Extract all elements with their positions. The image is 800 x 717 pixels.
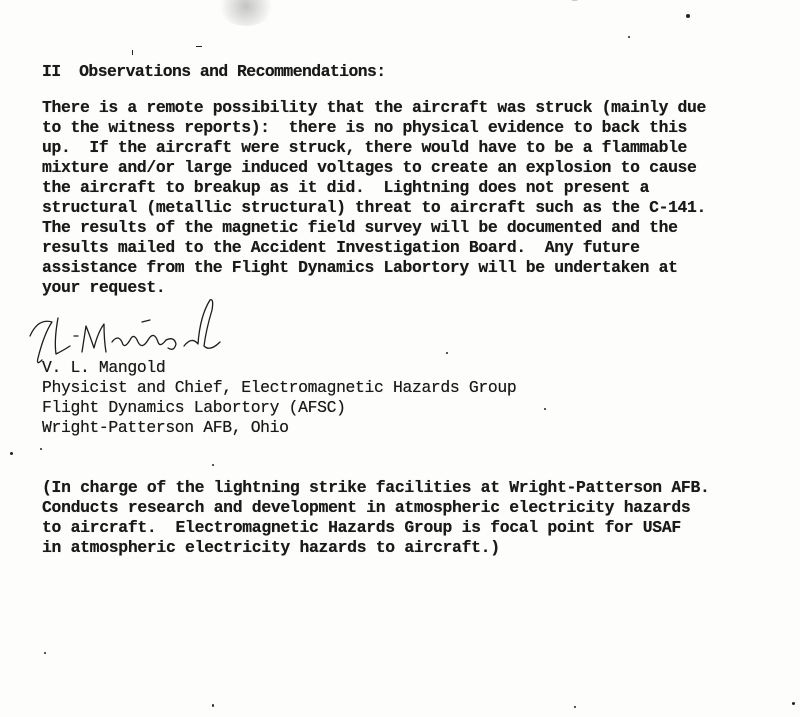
signatory-location: Wright-Patterson AFB, Ohio (42, 418, 289, 437)
paragraph-line: assistance from the Flight Dynamics Labortory will be undertaken at (42, 258, 678, 277)
note-line: Conducts research and development in atmospheric electricity hazards (42, 498, 691, 517)
scan-speck (132, 50, 133, 55)
signatory-name: V. L. Mangold (42, 358, 166, 377)
scan-speck (196, 46, 202, 47)
scan-speck (628, 36, 630, 38)
scan-smudge (218, 0, 274, 26)
scan-speck (10, 452, 13, 455)
scan-speck (792, 702, 795, 705)
section-heading: II Observations and Recommendations: (42, 62, 386, 81)
signatory-organization: Flight Dynamics Labortory (AFSC) (42, 398, 346, 417)
paragraph-line: to the witness reports): there is no physical evidence to back this (42, 118, 688, 137)
scan-speck (44, 652, 46, 654)
paragraph-line: mixture and/or large induced voltages to create an explosion to cause (42, 158, 697, 177)
paragraph-line: your request. (42, 278, 166, 297)
scan-speck (40, 448, 42, 450)
scan-speck (544, 408, 546, 410)
scan-speck (574, 706, 576, 708)
signatory-title: Physicist and Chief, Electromagnetic Hazards Group (42, 378, 517, 397)
paragraph-line: The results of the magnetic field survey will be documented and the (42, 218, 678, 237)
scan-speck (212, 464, 214, 466)
paragraph-line: the aircraft to breakup as it did. Lightning does not present a (42, 178, 650, 197)
scan-speck (686, 14, 690, 18)
paragraph-line: structural (metallic structural) threat to aircraft such as the C-141. (42, 198, 707, 217)
note-line: (In charge of the lightning strike facilities at Wright-Patterson AFB. (42, 478, 710, 497)
scan-arc-artifact (558, 0, 598, 6)
paragraph-line: up. If the aircraft were struck, there would have to be a flammable (42, 138, 688, 157)
note-line: in atmospheric electricity hazards to aircraft.) (42, 538, 500, 557)
paragraph-line: There is a remote possibility that the aircraft was struck (mainly due (42, 98, 707, 117)
paragraph-line: results mailed to the Accident Investigation Board. Any future (42, 238, 640, 257)
scan-speck (446, 352, 448, 354)
note-line: to aircraft. Electromagnetic Hazards Group is focal point for USAF (42, 518, 681, 537)
scan-speck (212, 704, 214, 707)
